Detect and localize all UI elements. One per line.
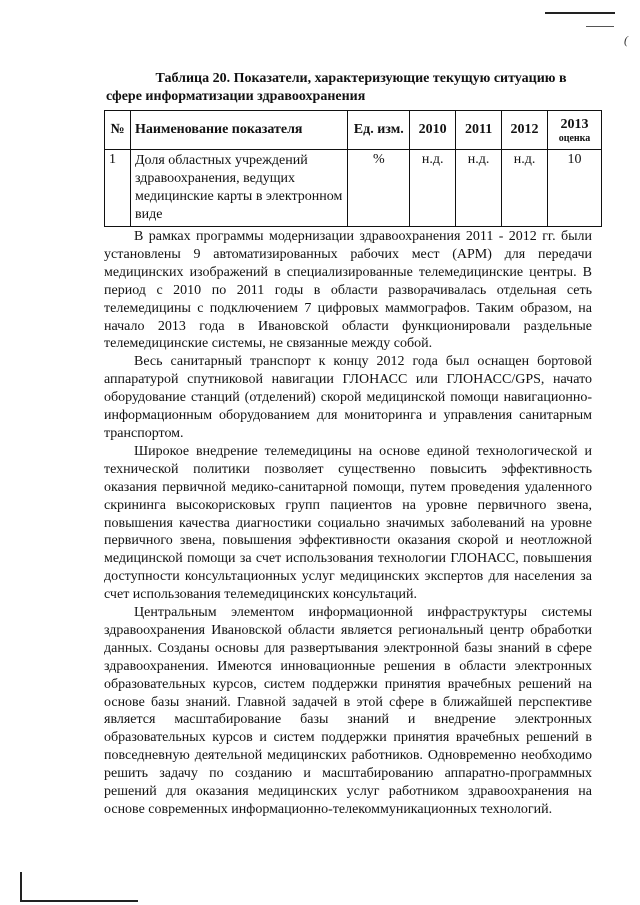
body-text [104, 228, 592, 819]
cell-num: 1 [105, 150, 131, 227]
table-caption [106, 70, 616, 106]
scan-line-top [545, 12, 615, 14]
table-caption-line-1: Таблица 20. Показатели, характеризующие текущую ситуацию в [155, 71, 567, 86]
table-row [105, 150, 602, 227]
header-2010: 2010 [410, 111, 456, 150]
paragraph-transport: Весь санитарный транспорт к концу 2012 года был оснащен бортовой аппаратурой спутниковой навигации ГЛОНАСС или ГЛОНАСС/GPS, начато оборудование станций (отделений) скорой медицинской помощи навигационно-информационным оборудованием для мониторинга и управления санитарным транспортом. [104, 354, 592, 441]
scan-border-bottom [20, 900, 138, 902]
paragraph-telemedicine: В рамках программы модернизации здравоохранения 2011 - 2012 гг. были установлены 9 автоматизированных рабочих мест (АРМ) для передачи медицинских изображений в специализированные телемедицинские центры. В период с 2010 по 2011 годы в области разворачивалась отдельная сеть телемедицины с подключением 7 цифровых маммографов. Таким образом, на начало 2013 года в Ивановской области функционировали раздельные телемедицинские системы, не связанные между собой. [104, 229, 592, 352]
scan-mark-dash [586, 26, 614, 27]
header-2013-year: 2013 [560, 116, 589, 132]
cell-2011: н.д. [456, 150, 502, 227]
cell-2013: 10 [548, 150, 602, 227]
cell-2010: н.д. [410, 150, 456, 227]
margin-mark: ( [624, 33, 628, 47]
header-2013-note: оценка [558, 132, 591, 144]
header-num: № [105, 111, 131, 150]
indicators-table [104, 110, 602, 227]
table-header-row [105, 111, 602, 150]
header-2012: 2012 [502, 111, 548, 150]
table-caption-line-2: сфере информатизации здравоохранения [106, 89, 366, 104]
cell-2012: н.д. [502, 150, 548, 227]
header-2011: 2011 [456, 111, 502, 150]
cell-name: Доля областных учреждений здравоохранения, ведущих медицинские карты в электронном виде [130, 150, 347, 227]
scan-border-left [20, 872, 22, 902]
header-unit: Ед. изм. [348, 111, 410, 150]
paragraph-infrastructure: Центральным элементом информационной инфраструктуры системы здравоохранения Ивановской области является региональный центр обработки данных. Созданы основы для развертывания электронной базы знаний в сфере здравоохранения. Имеются инновационные решения в области электронных образовательных курсов, систем поддержки принятия врачебных решений на основе базы знаний. Главной задачей в этой сфере в ближайшей перспективе является масштабирование базы знаний и внедрение электронных образовательных курсов и систем поддержки принятия врачебных решений в повседневную деятельной медицинских работников. Одновременно необходимо решить задачу по созданию и масштабированию аппаратно-программных решений для оказания медицинских услуг работником здравоохранения на основе современных информационно-телекоммуникационных технологий. [104, 605, 592, 817]
paragraph-telemedicine-benefits: Широкое внедрение телемедицины на основе единой технологической и технической политики позволяет существенно повысить эффективность оказания первичной медико-санитарной помощи, путем проведения удаленного скрининга высокорисковых групп пациентов на уровне первичного звена, повышения качества диагностики социально значимых заболеваний на уровне первичного звена, повышения эффективности оказания скорой и неотложной медицинской помощи за счет использования технологии ГЛОНАСС, повышения доступности консультационных услуг медицинских экспертов для населения за счет использования телемедицинских консультаций. [104, 443, 592, 603]
header-2013 [548, 111, 602, 150]
cell-unit: % [348, 150, 410, 227]
header-name: Наименование показателя [130, 111, 347, 150]
